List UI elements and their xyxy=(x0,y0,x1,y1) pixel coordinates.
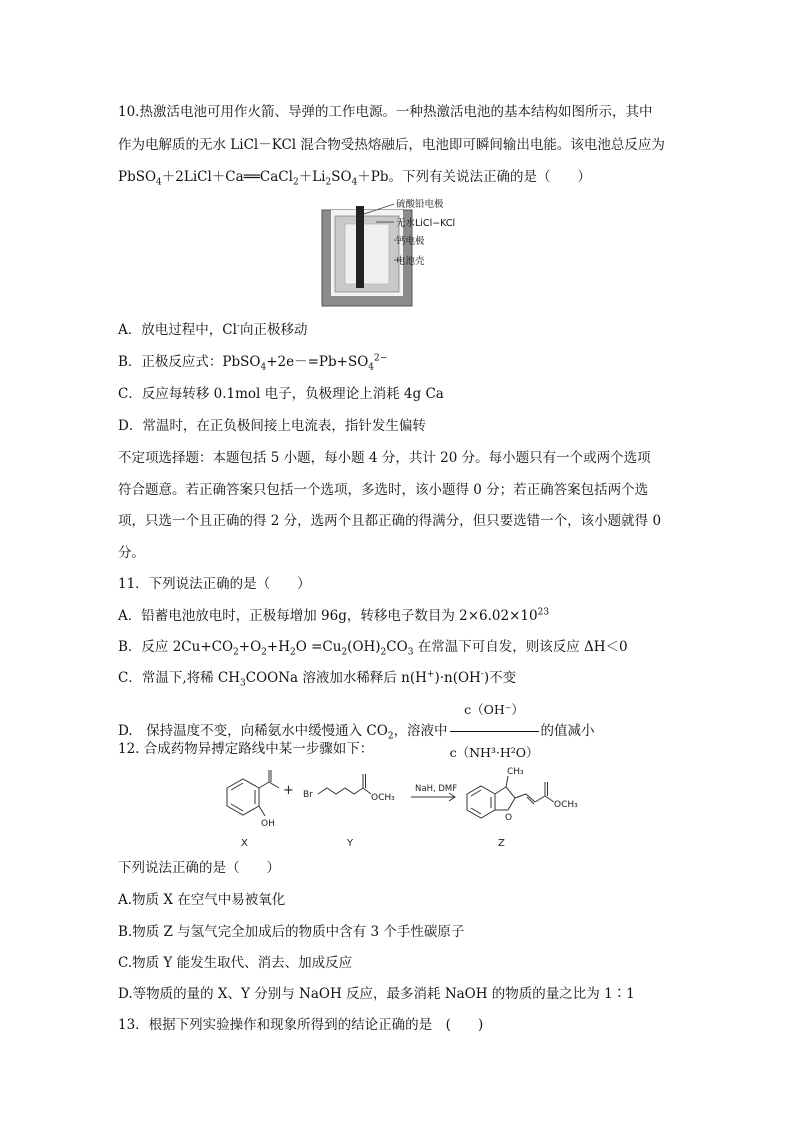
x-hydroxyl: OH xyxy=(261,819,275,829)
y-methoxy: OCH₃ xyxy=(371,793,395,803)
section-instruction-line4: 分。 xyxy=(118,545,145,561)
q10-option-a: A．放电过程中，Cl-向正极移动 xyxy=(118,321,308,338)
diagram-label-shell: 电池壳 xyxy=(396,256,425,267)
z-methyl: CH₃ xyxy=(507,767,524,777)
reaction-scheme xyxy=(205,764,595,852)
concentration-ratio: $\frac{c(OH^-)}{\text{c（NH³·H²O）}}$ xyxy=(450,690,539,773)
q12-stem: 12. 合成药物异搏定路线中某一步骤如下： xyxy=(118,741,374,757)
section-instruction-line3: 项，只选一个且正确的得 2 分，选两个且都正确的得满分，但只要选错一个，该小题就得 0 xyxy=(118,513,662,529)
diagram-label-lead-sulfate: 硫酸铅电极 xyxy=(396,199,444,210)
q11-option-b: B．反应 $2Cu+CO_2+O_2+H_2O =Cu_2(OH)_2CO_3$ 在常温下可自发，则该反应 ΔH＜0 xyxy=(118,639,628,658)
q11-option-d: D. 保持温度不变，向稀氨水中缓慢通入 $CO_2$，溶液中 $\frac{c(OH^-)}{\text{c（NH³·H²O）}}$ 的值减小 xyxy=(118,690,595,773)
label-x: X xyxy=(241,838,248,849)
q12-option-a: A.物质 X 在空气中易被氧化 xyxy=(118,892,286,908)
q10-option-b: B．正极反应式：$PbSO_4+2e-=Pb+SO_4^{2-}$ xyxy=(118,353,388,373)
q12-option-c: C.物质 Y 能发生取代、消去、加成反应 xyxy=(118,955,353,971)
battery-diagram xyxy=(318,196,508,308)
q11-stem: 11．下列说法正确的是（ ） xyxy=(118,576,311,592)
z-methoxy: OCH₃ xyxy=(554,800,578,810)
q10-stem-line2: 作为电解质的无水 LiCl－KCl 混合物受热熔融后，电池即可瞬间输出电能。该电池总反应为 xyxy=(118,137,665,153)
q11-option-a: A．铅蓄电池放电时，正极每增加 96g，转移电子数目为 $2\times 6.02\times 10^{23}$ xyxy=(118,607,550,624)
section-instruction-line1: 不定项选择题：本题包括 5 小题，每小题 4 分，共计 20 分。每小题只有一个或两个选项 xyxy=(118,450,651,466)
y-bromine: Br xyxy=(303,790,313,800)
q10-option-c: C．反应每转移 0.1mol 电子，负极理论上消耗 4g Ca xyxy=(118,386,444,402)
q13-stem: 13．根据下列实验操作和现象所得到的结论正确的是 ( ) xyxy=(118,1017,484,1033)
q10-option-d: D．常温时，在正负极间接上电流表，指针发生偏转 xyxy=(118,418,426,434)
q12-option-b: B.物质 Z 与氢气完全加成后的物质中含有 3 个手性碳原子 xyxy=(118,924,465,940)
q12-option-d: D.等物质的量的 X、Y 分别与 NaOH 反应，最多消耗 NaOH 的物质的量之比为 1∶1 xyxy=(118,986,635,1002)
diagram-label-electrolyte: 无水LiCl−KCl xyxy=(396,218,456,229)
label-z: Z xyxy=(498,838,505,849)
q10-equation: $PbSO_4+2LiCl+Ca══CaCl_2+Li_2SO_4+Pb$。下列有关说法正确的是（ ） xyxy=(118,169,592,188)
plus-sign: + xyxy=(283,783,294,798)
reagent-label: NaH, DMF xyxy=(415,784,458,794)
q11-option-c: C．常温下,将稀 $CH_3COONa$ 溶液加水稀释后 n(H+)·n(OH-)不变 xyxy=(118,669,517,689)
q12-lead: 下列说法正确的是（ ） xyxy=(118,860,280,876)
diagram-label-calcium: 钙电极 xyxy=(396,236,425,247)
label-y: Y xyxy=(347,838,354,849)
q10-stem-line1: 10.热激活电池可用作火箭、导弹的工作电源。一种热激活电池的基本结构如图所示，其中 xyxy=(118,104,653,120)
z-ring-oxygen: O xyxy=(505,813,513,823)
section-instruction-line2: 符合题意。若正确答案只包括一个选项，多选时，该小题得 0 分；若正确答案包括两个选 xyxy=(118,482,649,498)
